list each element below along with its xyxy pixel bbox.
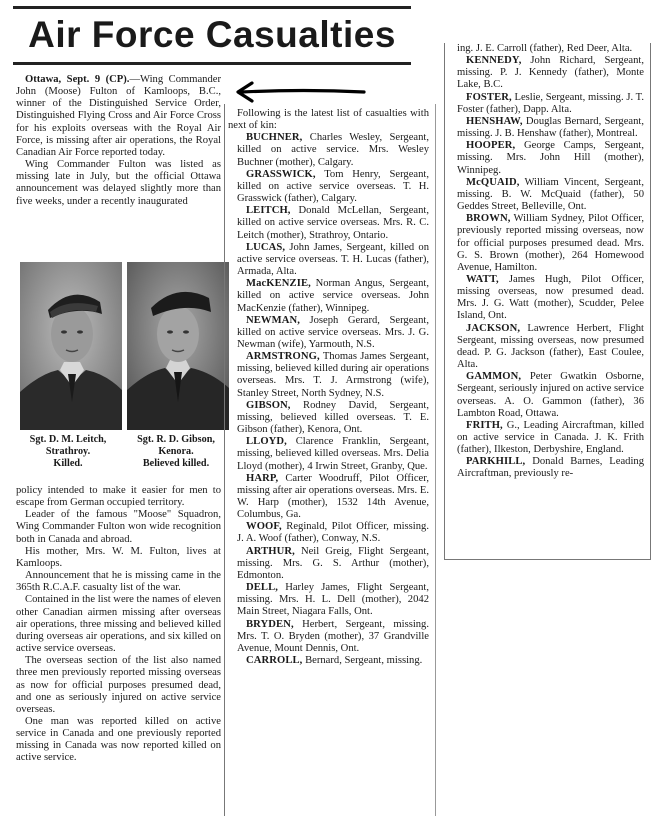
casualty-details: Donald Barnes, Leading Aircraftman, previously re-: [457, 456, 644, 480]
headline-rule-top: [13, 6, 411, 9]
casualty-surname: WOOF,: [246, 521, 282, 533]
casualty-surname: PARKHILL,: [466, 456, 526, 468]
story-column-bottom: [16, 485, 221, 765]
casualty-entry: [448, 55, 644, 91]
casualty-entry: [228, 351, 429, 400]
casualty-surname: BUCHNER,: [246, 132, 303, 144]
casualty-details: Douglas Bernard, Sergeant, missing. J. B. Henshaw (father), Montreal.: [457, 115, 644, 140]
photo-caption-leitch: [16, 434, 120, 470]
story-paragraph: [16, 716, 221, 765]
casualty-entry: [448, 92, 644, 116]
casualty-details: Bernard, Sergeant, missing.: [302, 655, 423, 667]
casualty-entry: [448, 140, 644, 176]
casualty-details: John James, Sergeant, killed on active service overseas. T. H. Lucas (father), Armada, Alta.: [237, 241, 429, 278]
paragraph-text: One man was reported killed on active service in Canada and one previously reported missing in Canada was now reported killed on active service.: [16, 715, 221, 764]
casualty-surname: BROWN,: [466, 213, 511, 225]
casualty-details: James Hugh, Pilot Officer, missing overseas, now presumed dead. Mrs. J. G. Watt (mother), Scudder, Pelee Island, Ont.: [457, 273, 644, 322]
casualty-surname: CARROLL,: [246, 655, 303, 667]
casualty-surname: GIBSON,: [246, 399, 291, 411]
casualty-entry: [228, 315, 429, 351]
casualty-entries-continued: [448, 55, 644, 480]
casualty-details: Herbert, Sergeant, missing. Mrs. T. O. Bryden (mother), 37 Grandville Avenue, Mount Dennis, Ont.: [237, 618, 429, 654]
casualty-entry: [228, 582, 429, 618]
casualty-surname: KENNEDY,: [466, 55, 522, 67]
casualty-surname: BRYDEN,: [246, 618, 294, 630]
paragraph-text: The overseas section of the list also named three men previously reported missing overseas as now for official purposes presumed dead, and one as seriously injured on active service overseas.: [16, 655, 221, 715]
hand-drawn-arrow-icon: [234, 80, 366, 104]
photo-caption-gibson: [124, 434, 228, 470]
paragraph-text: Leader of the famous "Moose" Squadron, Wing Commander Fulton won wide recognition both in Canada and abroad.: [16, 509, 221, 545]
casualty-list-column: [228, 108, 429, 667]
story-paragraph: [16, 546, 221, 570]
casualty-surname: HENSHAW,: [466, 115, 523, 127]
casualty-entry: [228, 546, 429, 582]
casualty-entry: [228, 169, 429, 205]
casualty-surname: WATT,: [466, 273, 499, 285]
headline-rule-bottom: [13, 62, 411, 65]
casualty-entries: [228, 132, 429, 667]
casualty-surname: HOOPER,: [466, 140, 516, 152]
casualty-details: Charles Wesley, Sergeant, killed on active service. Mrs. Wesley Buchner (mother), Calgary.: [237, 132, 429, 168]
continued-entry: ing. J. E. Carroll (father), Red Deer, Alta.: [457, 43, 633, 54]
casualty-surname: NEWMAN,: [246, 314, 300, 326]
casualty-details: Clarence Franklin, Sergeant, missing, believed killed overseas. Mrs. Delia Lloyd (mother), 4 Irwin Street, Granby, Que.: [237, 436, 429, 472]
casualty-entry: [228, 400, 429, 436]
story-paragraph: [16, 74, 221, 159]
casualty-entry: [448, 177, 644, 213]
casualty-entry: [448, 323, 644, 372]
casualty-entry: [448, 420, 644, 456]
casualty-details: G., Leading Aircraftman, killed on active service in Canada. J. K. Frith (father), Ilkeston, Derbyshire, England.: [457, 419, 644, 456]
story-paragraph: [16, 594, 221, 655]
casualty-surname: FRITH,: [466, 419, 503, 431]
casualty-surname: LEITCH,: [246, 205, 291, 217]
casualty-entry: [228, 132, 429, 168]
story-paragraph: [16, 655, 221, 716]
casualty-entry: [228, 521, 429, 545]
casualty-details: John Richard, Sergeant, missing. P. J. Kennedy (father), Monte Lake, B.C.: [457, 55, 644, 91]
caption-place: Kenora.: [158, 446, 194, 457]
story-paragraph: [16, 509, 221, 545]
casualty-details: Peter Gwatkin Osborne, Sergeant, seriously injured on active service overseas. A. O. Gammon (father), 36 Lambton Road, Ottawa.: [457, 371, 644, 419]
paragraph-text: Contained in the list were the names of eleven other Canadian airmen missing after overseas air operations, three missing and believed killed during overseas air operations, and six killed on active service overseas.: [16, 594, 221, 655]
story-paragraph: [16, 159, 221, 208]
casualty-details: George Camps, Sergeant, missing. Mrs. John Hill (mother), Winnipeg.: [457, 140, 644, 176]
casualty-surname: JACKSON,: [466, 322, 521, 334]
photo-panel: [20, 262, 230, 472]
casualty-details: Reginald, Pilot Officer, missing. J. A. Woof (father), Conway, N.S.: [237, 521, 429, 545]
casualty-surname: HARP,: [246, 472, 279, 484]
casualty-details: Norman Angus, Sergeant, killed on active service overseas. John MacKenzie (father), Winnipeg.: [237, 278, 429, 314]
casualty-surname: McQUAID,: [466, 176, 520, 188]
dateline: Ottawa, Sept. 9 (CP).: [25, 74, 130, 85]
casualty-entry: [448, 213, 644, 274]
casualty-entry: [448, 456, 644, 480]
casualty-details: Neil Greig, Flight Sergeant, missing. Mrs. G. S. Arthur (mother), Edmonton.: [237, 545, 429, 581]
portrait-photo-gibson: [127, 262, 229, 430]
casualty-surname: LLOYD,: [246, 436, 287, 448]
casualty-entry: [228, 655, 429, 667]
casualty-details: Leslie, Sergeant, missing. J. T. Foster (father), Dapp. Alta.: [457, 91, 644, 115]
casualty-entry: [228, 473, 429, 522]
casualty-surname: GAMMON,: [466, 371, 522, 383]
paragraph-text: Wing Commander Fulton was listed as missing late in July, but the official Ottawa announcement was delayed slightly more than five weeks, under a recently inaugurated: [16, 159, 221, 207]
casualty-details: William Sydney, Pilot Officer, previously reported missing overseas, now for official purposes presumed dead. Mrs. G. S. Brown (mother), 264 Homewood Avenue, Hamilton.: [457, 213, 644, 273]
casualty-details: Rodney David, Sergeant, missing, believed killed overseas. T. E. Gibson (father), Kenora, Ont.: [237, 399, 429, 436]
casualty-surname: ARTHUR,: [246, 545, 295, 557]
casualty-list-continued-column: [448, 43, 644, 481]
portrait-photo-leitch: [20, 262, 122, 430]
story-column-top: [16, 74, 221, 208]
casualty-entry: [228, 205, 429, 241]
casualty-entry: [448, 116, 644, 140]
headline: Air Force Casualties: [28, 14, 396, 55]
casualty-entry: [228, 278, 429, 314]
casualty-entry: [228, 436, 429, 472]
caption-status: Killed.: [53, 458, 83, 469]
casualty-entry: [228, 619, 429, 655]
caption-status: Believed killed.: [142, 458, 210, 469]
casualty-details: Carter Woodruff, Pilot Officer, missing after air operations overseas. Mrs. E. W. Harp (mother), 1532 14th Avenue, Columbus, Ga.: [237, 472, 429, 521]
casualty-surname: DELL,: [246, 582, 278, 594]
casualty-entry: [448, 274, 644, 323]
casualty-details: Lawrence Herbert, Flight Sergeant, missing overseas, now presumed dead. P. G. Jackson (father), East Coulee, Alta.: [457, 322, 644, 371]
casualty-details: Donald McLellan, Sergeant, killed on active service overseas. Mrs. R. C. Leitch (mother), Strathroy, Ontario.: [237, 205, 429, 241]
story-paragraph: [16, 570, 221, 594]
casualty-surname: GRASSWICK,: [246, 168, 316, 180]
casualty-entry: [228, 242, 429, 278]
casualty-details: William Vincent, Sergeant, missing. B. W. McQuaid (father), 50 Geddes Street, Belleville, Ont.: [457, 176, 644, 213]
casualty-surname: LUCAS,: [246, 241, 286, 253]
list-intro: Following is the latest list of casualties with next of kin:: [228, 108, 429, 132]
casualty-entry: [448, 371, 644, 420]
caption-name: Sgt. D. M. Leitch,: [29, 434, 107, 445]
paragraph-text: —Wing Commander John (Moose) Fulton of Kamloops, B.C., winner of the Distinguished Service Order, Distinguished Flying Cross and Air Force Cross for his exploits overseas with the Royal Air Force, is missing after air operations, the Royal Canadian Air Force reported today.: [16, 74, 221, 158]
casualty-surname: MacKENZIE,: [246, 278, 311, 290]
casualty-details: Thomas James Sergeant, missing, believed killed during air operations overseas. Mrs. T. J. Armstrong (wife), Stanley Street, North Sydney, N.S.: [237, 351, 429, 399]
caption-place: Strathroy.: [45, 446, 91, 457]
casualty-surname: FOSTER,: [466, 91, 512, 103]
paragraph-text: Announcement that he is missing came in the 365th R.C.A.F. casualty list of the war.: [16, 570, 221, 594]
casualty-details: Joseph Gerard, Sergeant, killed on active service overseas. Mrs. J. G. Newman (wife), Yarmouth, N.S.: [237, 314, 429, 350]
paragraph-text: His mother, Mrs. W. M. Fulton, lives at Kamloops.: [16, 545, 221, 569]
casualty-details: Tom Henry, Sergeant, killed on active service overseas. T. H. Grasswick (father), Calgary.: [237, 168, 429, 205]
casualty-surname: ARMSTRONG,: [246, 351, 320, 363]
story-paragraph: [16, 485, 221, 509]
paragraph-text: policy intended to make it easier for men to escape from German occupied territory.: [16, 485, 221, 509]
casualty-details: Harley James, Flight Sergeant, missing. Mrs. H. L. Dell (mother), 2042 Main Street, Niagara Falls, Ont.: [237, 582, 429, 618]
caption-name: Sgt. R. D. Gibson,: [137, 434, 215, 445]
